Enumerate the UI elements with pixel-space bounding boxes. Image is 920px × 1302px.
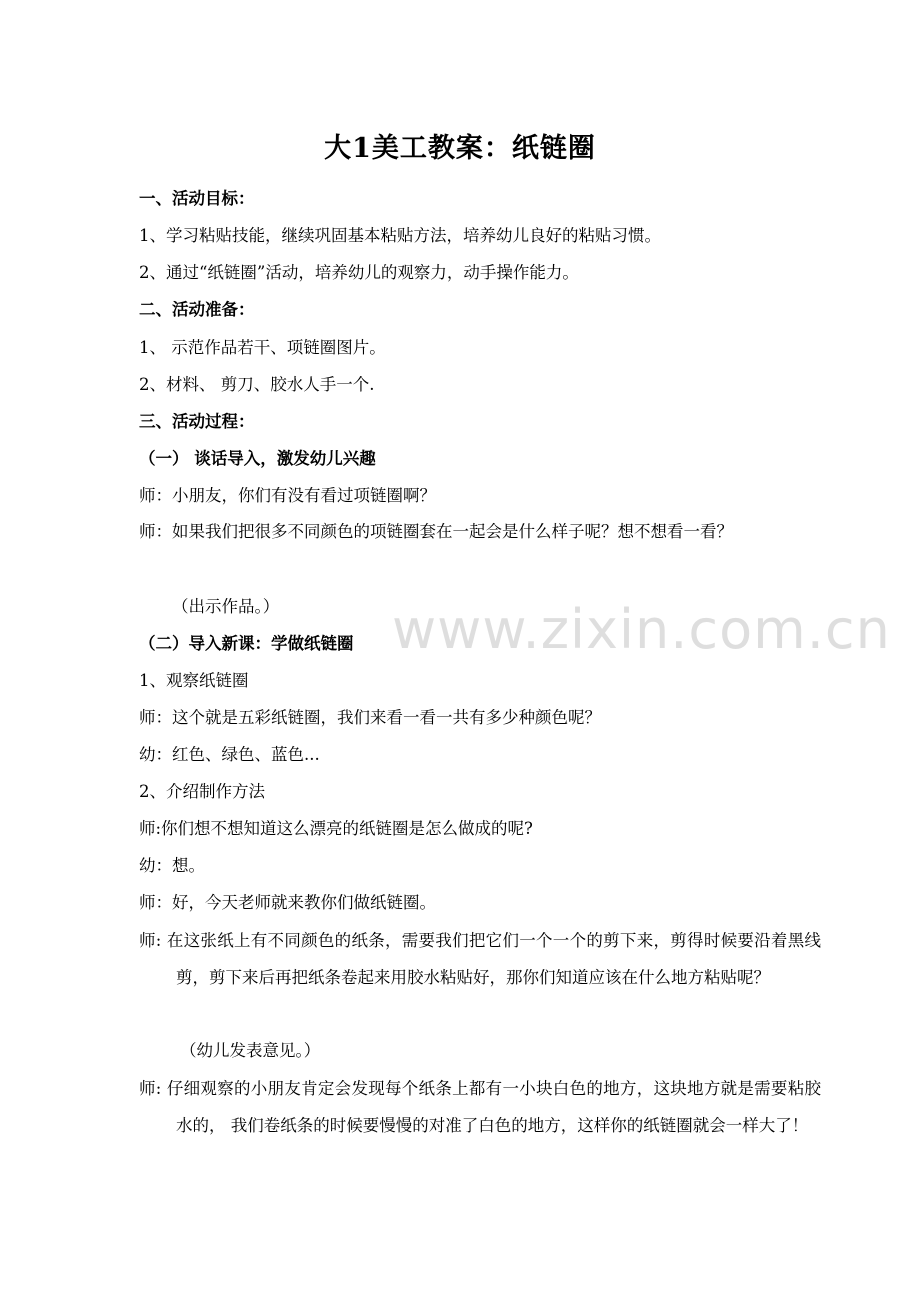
dialogue-paragraph: 师: 在这张纸上有不同颜色的纸条，需要我们把它们一个一个的剪下来，剪得时候要沿着黑线剪，剪下来后再把纸条卷起来用胶水粘贴好，那你们知道应该在什么地方粘贴呢？ xyxy=(139,931,821,987)
goal-item-1: 1、学习粘贴技能，继续巩固基本粘贴方法，培养幼儿良好的粘贴习惯。 xyxy=(139,226,661,245)
dialogue-paragraph: 师：如果我们把很多不同颜色的项链圈套在一起会是什么样子呢？想不想看一看？ xyxy=(139,522,733,541)
section-heading-goals: 一、活动目标： xyxy=(139,189,255,208)
subsection-heading-2: （二）导入新课：学做纸链圈 xyxy=(139,634,354,653)
dialogue-line: 幼：红色、绿色、蓝色... xyxy=(139,745,320,764)
section-heading-preparation: 二、活动准备： xyxy=(139,300,255,319)
dialogue-line: 幼：想。 xyxy=(139,856,205,875)
step-heading-observe: 1、观察纸链圈 xyxy=(139,671,249,690)
stage-note: （出示作品。） xyxy=(172,597,280,616)
dialogue-line: 师：这个就是五彩纸链圈，我们来看一看一共有多少种颜色呢？ xyxy=(139,708,601,727)
section-heading-process: 三、活动过程： xyxy=(139,412,255,431)
step-heading-method: 2、介绍制作方法 xyxy=(139,782,265,801)
dialogue-line: 师：好，今天老师就来教你们做纸链圈。 xyxy=(139,893,436,912)
prep-item-2: 2、材料、 剪刀、胶水人手一个. xyxy=(139,375,375,394)
dialogue-line: 师：小朋友，你们有没有看过项链圈啊？ xyxy=(139,486,436,505)
stage-note: （幼儿发表意见。） xyxy=(180,1041,321,1060)
prep-item-1: 1、 示范作品若干、项链圈图片。 xyxy=(139,338,386,357)
document-title: 大1美工教案：纸链圈 xyxy=(324,133,596,164)
dialogue-paragraph: 师: 仔细观察的小朋友肯定会发现每个纸条上都有一小块白色的地方，这块地方就是需要粘胶水的， 我们卷纸条的时候要慢慢的对准了白色的地方，这样你的纸链圈就会一样大了！ xyxy=(139,1079,821,1135)
watermark: www.zixin.com.cn xyxy=(392,598,891,661)
dialogue-line: 师:你们想不想知道这么漂亮的纸链圈是怎么做成的呢? xyxy=(139,819,533,838)
goal-item-2: 2、通过“纸链圈”活动，培养幼儿的观察力，动手操作能力。 xyxy=(139,263,579,282)
subsection-heading-1: （一） 谈话导入，激发幼儿兴趣 xyxy=(139,449,376,468)
